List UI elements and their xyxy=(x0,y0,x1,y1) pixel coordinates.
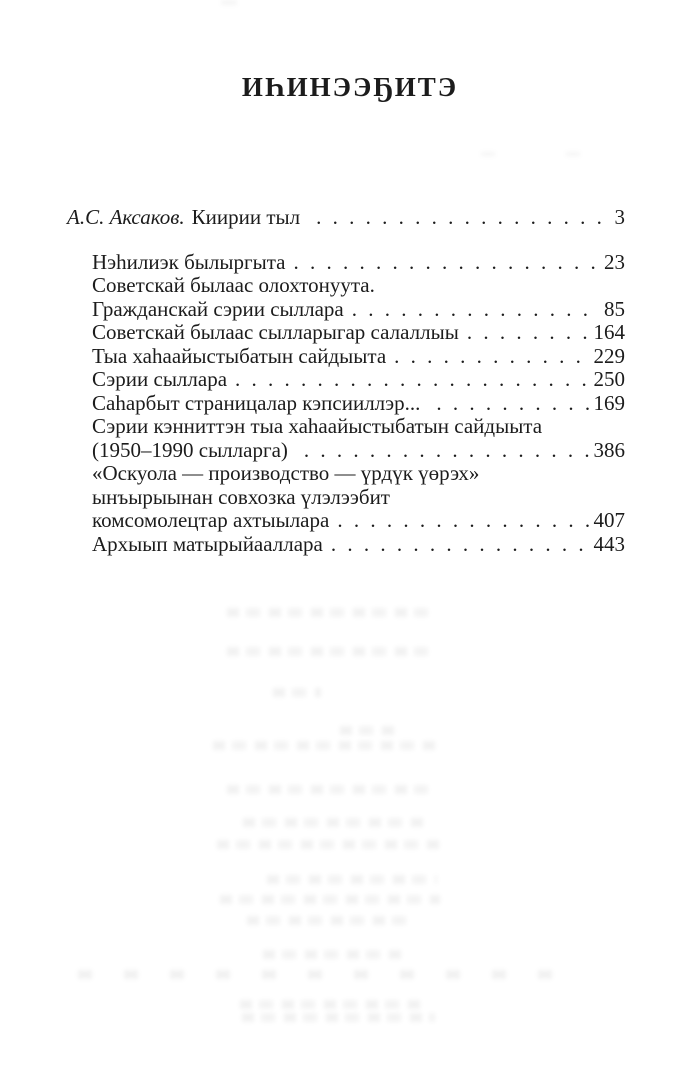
toc-page-number: 164 xyxy=(593,320,625,344)
toc-page-number: 3 xyxy=(614,205,625,229)
toc-entry-text xyxy=(67,206,300,230)
page-title: ИҺИНЭЭҔИТЭ xyxy=(241,72,459,102)
leader-dots xyxy=(436,392,588,416)
toc-page-number: 229 xyxy=(593,343,625,368)
scan-smudge xyxy=(481,152,495,156)
toc-entry xyxy=(67,368,625,392)
bleedthrough-text-line xyxy=(267,875,437,884)
toc-entry-text: «Оскуола — производство — үрдүк үөрэх» xyxy=(92,461,480,485)
toc-page-number: 85 xyxy=(604,296,625,321)
toc-entry xyxy=(67,486,625,510)
bleedthrough-text-line xyxy=(263,950,408,959)
toc-entry-text: Сэрии кэнниттэн тыа хаһаайыстыбатын сайдыыта xyxy=(92,414,543,438)
toc-entry-text: Гражданскай сэрии сыллара xyxy=(92,296,344,321)
bleedthrough-text-line xyxy=(340,726,394,735)
toc-page-number: 250 xyxy=(593,367,625,391)
toc-entry-text: Советскай былаас олохтонуута. xyxy=(92,273,375,297)
toc-entry-text: Саһарбыт страницалар кэпсииллэр... xyxy=(92,390,421,415)
scan-smudge xyxy=(221,0,237,5)
toc-entry xyxy=(67,392,625,416)
leader-dots xyxy=(331,533,589,557)
toc-entry-text: Тыа хаһаайыстыбатын сайдыыта xyxy=(92,343,387,368)
bleedthrough-text-line xyxy=(227,608,433,617)
toc-entry xyxy=(67,462,625,486)
bleedthrough-text-line xyxy=(213,741,441,750)
leader-dots xyxy=(337,509,588,533)
bleedthrough-text-line xyxy=(227,785,437,794)
leader-dots xyxy=(316,206,609,230)
bleedthrough-text-line xyxy=(243,818,427,827)
leader-dots xyxy=(235,368,588,392)
toc-page-number: 407 xyxy=(593,508,625,532)
toc-page-number: 169 xyxy=(593,390,625,415)
toc-entry xyxy=(67,439,625,463)
toc-entry xyxy=(67,251,625,275)
bleedthrough-text-line xyxy=(78,970,570,979)
leader-dots xyxy=(293,251,599,275)
toc-entry-text: (1950–1990 сылларга) xyxy=(92,437,288,462)
toc-entry-text: Сэрии сыллара xyxy=(92,367,228,391)
toc-entry xyxy=(67,533,625,557)
bleedthrough-text-line xyxy=(227,647,437,656)
toc-entry-text: Нэһилиэк былыргыта xyxy=(92,249,286,274)
bleedthrough-text-line xyxy=(242,1013,435,1022)
scan-smudge xyxy=(566,152,580,156)
toc-entry-title: Киирии тыл xyxy=(191,205,301,229)
bleedthrough-text-line xyxy=(220,895,440,904)
toc-entry-text: Советскай былаас сылларыгар салаллыы xyxy=(92,320,459,344)
toc-entry xyxy=(67,206,625,230)
bleedthrough-text-line xyxy=(240,1000,423,1009)
toc-entry-text: комсомолецтар ахтыылара xyxy=(92,508,330,532)
toc-entry xyxy=(67,298,625,322)
bleedthrough-text-line xyxy=(247,916,410,925)
leader-dots xyxy=(394,345,588,369)
toc-page-number: 443 xyxy=(593,531,625,556)
bleedthrough-text-line xyxy=(273,688,321,697)
leader-dots xyxy=(352,298,599,322)
table-of-contents xyxy=(67,206,625,556)
toc-entry-text: ынъырыынан совхозка үлэлээбит xyxy=(92,484,390,509)
toc-entry-text: Архыып матырыйааллара xyxy=(92,531,323,556)
toc-entry xyxy=(67,509,625,533)
toc-entry xyxy=(67,345,625,369)
toc-entry-author: А.С. Аксаков. xyxy=(67,205,185,229)
bleedthrough-text-line xyxy=(217,840,440,849)
leader-dots xyxy=(467,321,589,345)
toc-page-number: 23 xyxy=(604,249,625,274)
leader-dots xyxy=(304,439,589,463)
toc-entry xyxy=(67,321,625,345)
toc-entry xyxy=(67,415,625,439)
toc-entry xyxy=(67,274,625,298)
toc-page-number: 386 xyxy=(593,437,625,462)
